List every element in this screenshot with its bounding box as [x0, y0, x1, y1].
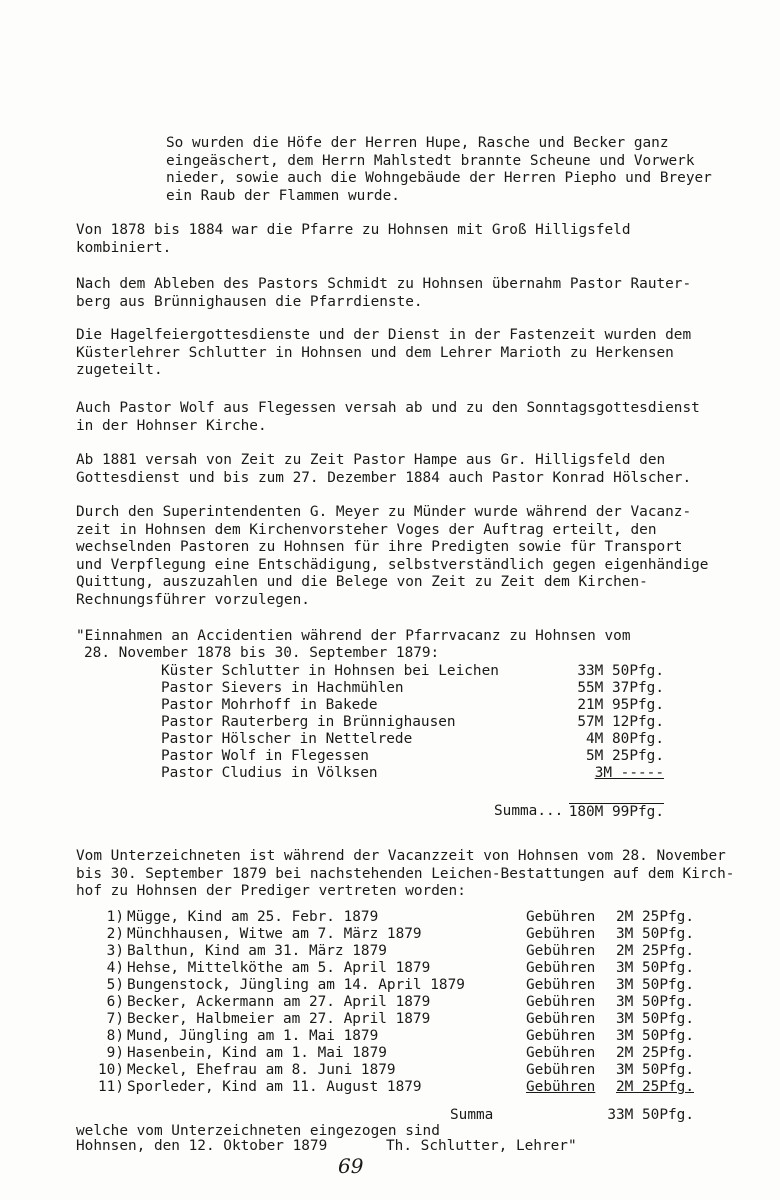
burial-entry: Balthun, Kind am 31. März 1879: [127, 943, 387, 959]
accidentien-name: Pastor Cludius in Völksen: [161, 765, 378, 781]
accidentien-amount: 55M 37Pfg.: [577, 680, 664, 696]
accidentien-name: Pastor Wolf in Flegessen: [161, 748, 369, 764]
paragraph-wolf: Auch Pastor Wolf aus Flegessen versah ab und zu den Sonntagsgottesdienst in der Hohnser Kirche.: [76, 400, 700, 434]
paragraph-ableben: Nach dem Ableben des Pastors Schmidt zu Hohnsen übernahm Pastor Rauter- berg aus Brünnighausen die Pfarrdienste.: [76, 276, 692, 310]
burial-entry: Hehse, Mittelköthe am 5. April 1879: [127, 960, 431, 976]
page-number: 69: [338, 1154, 364, 1178]
burial-entry: Sporleder, Kind am 11. August 1879: [127, 1079, 422, 1095]
burial-fee: 3M 50Pfg.: [616, 1028, 694, 1044]
burial-fee: 3M 50Pfg.: [616, 977, 694, 993]
burial-number: 6): [106, 994, 124, 1010]
burial-entry: Mügge, Kind am 25. Febr. 1879: [127, 909, 379, 925]
burial-fee-label: Gebühren: [526, 977, 596, 993]
paragraph-hagelfeier: Die Hagelfeiergottesdienste und der Dienst in der Fastenzeit wurden dem Küsterlehrer Schlutter in Hohnsen und dem Lehrer Marioth zu Herkensen zugeteilt.: [76, 327, 692, 378]
closing-line: welche vom Unterzeichneten eingezogen sind: [76, 1123, 440, 1139]
paragraph-meyer: Durch den Superintendenten G. Meyer zu Münder wurde während der Vacanz- zeit in Hohnsen dem Kirchenvorsteher Voges der Auftrag erteilt, den wechselnden Pastoren zu Hohnsen für ihre Predigten sowie für Transport und Verpflegung eine Entschädigung, selbstverständlich gegen eigenhändige Quittung, auszuzahlen und die Belege von Zeit zu Zeit dem Kirchen- Rechnungsführer vorzulegen.: [76, 504, 709, 608]
burials-sum-label: Summa: [450, 1107, 494, 1123]
burial-fee-label: Gebühren: [526, 943, 596, 959]
accidentien-name: Pastor Sievers in Hachmühlen: [161, 680, 404, 696]
paragraph-einnahmen-heading: "Einnahmen an Accidentien während der Pfarrvacanz zu Hohnsen vom: [76, 628, 631, 644]
burial-fee-label: Gebühren: [526, 1028, 596, 1044]
burial-entry: Hasenbein, Kind am 1. Mai 1879: [127, 1045, 387, 1061]
accidentien-amount: 4M 80Pfg.: [586, 731, 664, 747]
accidentien-name: Pastor Hölscher in Nettelrede: [161, 731, 413, 747]
signature: Th. Schlutter, Lehrer": [386, 1138, 577, 1154]
burial-number: 8): [106, 1028, 124, 1044]
burial-number: 5): [106, 977, 124, 993]
burial-number: 9): [106, 1045, 124, 1061]
accidentien-amount: 3M -----: [594, 765, 664, 781]
accidentien-name: Pastor Rauterberg in Brünnighausen: [161, 714, 456, 730]
accidentien-amount: 57M 12Pfg.: [577, 714, 664, 730]
burial-fee-label: Gebühren: [526, 1011, 596, 1027]
paragraph-fire: So wurden die Höfe der Herren Hupe, Rasche und Becker ganz eingeäschert, dem Herrn Mahlstedt brannte Scheune und Vorwerk nieder, sowie auch die Wohngebäude der Herren Piepho und Breyer ein Raub der Flammen wurde.: [166, 135, 712, 204]
burial-number: 10): [98, 1062, 124, 1078]
burial-fee: 3M 50Pfg.: [616, 926, 694, 942]
burials-sum-amount: 33M 50Pfg.: [607, 1107, 694, 1123]
burial-number: 1): [106, 909, 124, 925]
accidentien-amount: 5M 25Pfg.: [586, 748, 664, 764]
burial-entry: Meckel, Ehefrau am 8. Juni 1879: [127, 1062, 396, 1078]
burial-entry: Bungenstock, Jüngling am 14. April 1879: [127, 977, 465, 993]
burial-fee-label: Gebühren: [526, 1079, 596, 1095]
burial-entry: Becker, Ackermann am 27. April 1879: [127, 994, 431, 1010]
accidentien-sum-label: Summa...: [494, 803, 564, 819]
burial-fee-label: Gebühren: [526, 926, 596, 942]
burial-number: 3): [106, 943, 124, 959]
burial-number: 2): [106, 926, 124, 942]
paragraph-vertreten: Vom Unterzeichneten ist während der Vacanzzeit von Hohnsen vom 28. November bis 30. September 1879 bei nachstehenden Leichen-Bestattungen auf dem Kirch- hof zu Hohnsen der Prediger vertreten worden:: [76, 848, 735, 899]
burial-entry: Münchhausen, Witwe am 7. März 1879: [127, 926, 422, 942]
burial-number: 4): [106, 960, 124, 976]
burial-fee: 2M 25Pfg.: [616, 909, 694, 925]
burial-fee: 2M 25Pfg.: [616, 1079, 694, 1095]
burial-fee: 2M 25Pfg.: [616, 943, 694, 959]
burial-fee: 3M 50Pfg.: [616, 994, 694, 1010]
burial-fee-label: Gebühren: [526, 909, 596, 925]
burial-fee-label: Gebühren: [526, 994, 596, 1010]
burial-number: 11): [98, 1079, 124, 1095]
accidentien-amount: 33M 50Pfg.: [577, 663, 664, 679]
accidentien-name: Pastor Mohrhoff in Bakede: [161, 697, 378, 713]
place-date: Hohnsen, den 12. Oktober 1879: [76, 1138, 328, 1154]
paragraph-1881: Ab 1881 versah von Zeit zu Zeit Pastor Hampe aus Gr. Hilligsfeld den Gottesdienst und bis zum 27. Dezember 1884 auch Pastor Konrad Hölscher.: [76, 452, 692, 486]
burial-entry: Becker, Halbmeier am 27. April 1879: [127, 1011, 431, 1027]
burial-number: 7): [106, 1011, 124, 1027]
accidentien-amount: 21M 95Pfg.: [577, 697, 664, 713]
burial-fee: 3M 50Pfg.: [616, 960, 694, 976]
burial-fee-label: Gebühren: [526, 960, 596, 976]
accidentien-name: Küster Schlutter in Hohnsen bei Leichen: [161, 663, 499, 679]
burial-fee: 3M 50Pfg.: [616, 1062, 694, 1078]
burial-fee-label: Gebühren: [526, 1045, 596, 1061]
burial-entry: Mund, Jüngling am 1. Mai 1879: [127, 1028, 379, 1044]
paragraph-pfarre-combined: Von 1878 bis 1884 war die Pfarre zu Hohnsen mit Groß Hilligsfeld kombiniert.: [76, 222, 631, 256]
paragraph-einnahmen-period: 28. November 1878 bis 30. September 1879:: [84, 645, 440, 661]
burial-fee: 2M 25Pfg.: [616, 1045, 694, 1061]
burial-fee-label: Gebühren: [526, 1062, 596, 1078]
burial-fee: 3M 50Pfg.: [616, 1011, 694, 1027]
accidentien-sum-amount: 180M 99Pfg.: [568, 804, 664, 820]
